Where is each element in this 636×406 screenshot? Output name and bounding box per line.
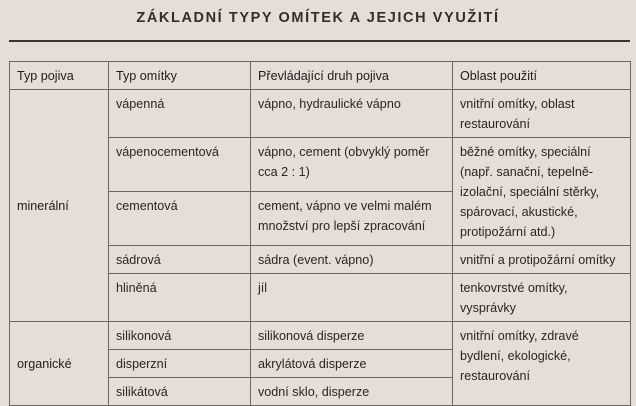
use-cell: vnitřní omítky, oblast restaurování: [453, 90, 631, 138]
group-label-mineral: minerální: [10, 90, 109, 322]
plaster-type-cell: sádrová: [109, 246, 251, 274]
plaster-type-cell: silikonová: [109, 322, 251, 350]
plaster-type-cell: vápenná: [109, 90, 251, 138]
group-label-organic: organické: [10, 322, 109, 406]
plaster-type-cell: vápenocementová: [109, 138, 251, 192]
plaster-type-cell: disperzní: [109, 350, 251, 378]
binder-cell: jíl: [251, 274, 453, 322]
binder-cell: sádra (event. vápno): [251, 246, 453, 274]
table-header-row: [10, 62, 631, 90]
plaster-type-cell: silikátová: [109, 378, 251, 406]
plaster-type-cell: hliněná: [109, 274, 251, 322]
use-cell: vnitřní a protipožární omítky: [453, 246, 631, 274]
binder-cell: akrylátová disperze: [251, 350, 453, 378]
use-cell: tenkovrstvé omítky, vysprávky: [453, 274, 631, 322]
header-binder-type: Typ pojiva: [10, 62, 109, 90]
table-row: [10, 90, 631, 138]
plaster-type-cell: cementová: [109, 192, 251, 246]
binder-cell: silikonová disperze: [251, 322, 453, 350]
use-cell: vnitřní omítky, zdravé bydlení, ekologické, restaurování: [453, 322, 631, 406]
title-divider: [9, 40, 630, 42]
binder-cell: vápno, cement (obvyklý poměr cca 2 : 1): [251, 138, 453, 192]
binder-cell: vodní sklo, disperze: [251, 378, 453, 406]
use-cell: běžné omítky, speciální (např. sanační, tepelně-izolační, speciální stěrky, spárovací, akustické, protipožární atd.): [453, 138, 631, 246]
header-area-of-use: Oblast použití: [453, 62, 631, 90]
binder-cell: vápno, hydraulické vápno: [251, 90, 453, 138]
table-row: [10, 322, 631, 350]
plaster-types-table: [9, 61, 631, 406]
header-main-binder: Převládající druh pojiva: [251, 62, 453, 90]
page-title: ZÁKLADNÍ TYPY OMÍTEK A JEJICH VYUŽITÍ: [136, 10, 500, 26]
binder-cell: cement, vápno ve velmi malém množství pro lepší zpracování: [251, 192, 453, 246]
header-plaster-type: Typ omítky: [109, 62, 251, 90]
